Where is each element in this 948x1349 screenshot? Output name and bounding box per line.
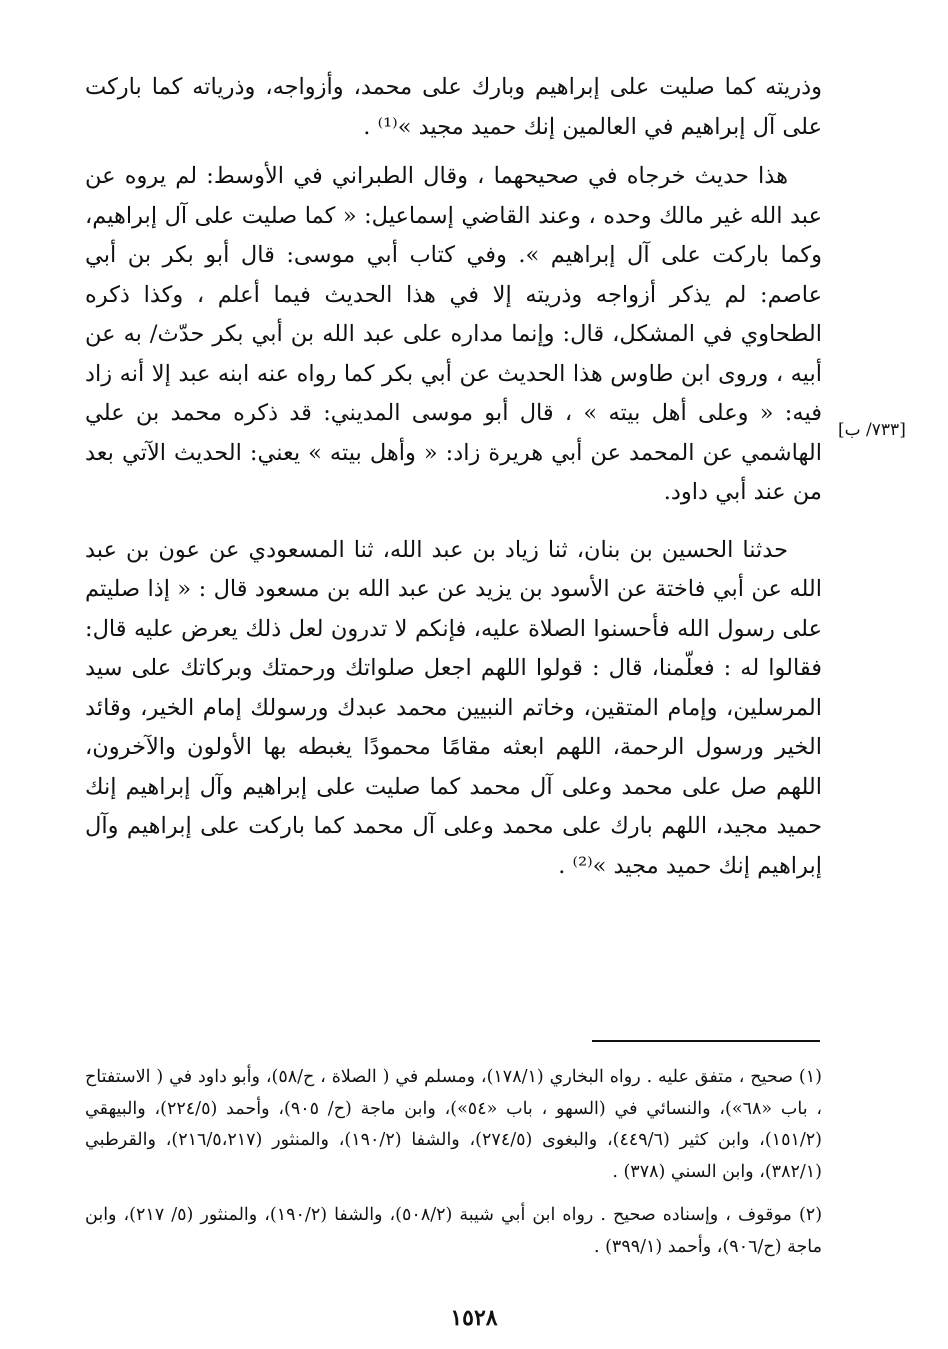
manuscript-folio-note: [٧٣٣/ ب] <box>838 420 906 440</box>
page-number: ١٥٢٨ <box>450 1305 498 1331</box>
footnotes <box>85 1062 822 1275</box>
footnote-1: (١) صحيح ، متفق عليه . رواه البخاري (١٧٨/١)، ومسلم في ( الصلاة ، ح/٥٨)، وأبو داود في ( الاستفتاح ، باب «٦٨»)، والنسائي في (السهو ، باب «٥٤»)، وابن ماجة (ح/ ٩٠٥)، وأحمد (٢٢٤/٥)، والبيهقي (١٥١/٢)، وابن كثير (٤٤٩/٦)، والبغوى (٢٧٤/٥)، والشفا (١٩٠/٢)، والمنثور (٢١٦/٥،٢١٧)، والقرطبي (٣٨٢/١)، وابن السني (٣٧٨) . <box>85 1067 823 1182</box>
footnote-2: (٢) موقوف ، وإسناده صحيح . رواه ابن أبي شيبة (٥٠٨/٢)، والشفا (١٩٠/٢)، والمنثور (٥/ ٢١٧)، وابن ماجة (ح/٩٠٦)، وأحمد (٣٩٩/١) . <box>85 1205 823 1257</box>
footnote-divider <box>592 1040 820 1042</box>
paragraph-2: هذا حديث خرجاه في صحيحهما ، وقال الطبراني في الأوسط: لم يروه عن عبد الله غير مالك وحده ، وعند القاضي إسماعيل: « كما صليت على آل إبراهيم، وكما باركت على آل إبراهيم ». وفي كتاب أبي موسى: قال أبو بكر بن أبي عاصم: لم يذكر أزواجه وذريته إلا في هذا الحديث فيما أعلم ، وكذا ذكره الطحاوي في المشكل، قال: وإنما مداره على عبد الله بن أبي بكر حدّث/ به عن أبيه ، وروى ابن طاوس هذا الحديث عن أبي بكر كما رواه عنه ابنه عبد إلا أنه زاد فيه: « وعلى أهل بيته » ، قال أبو موسى المديني: قد ذكره محمد بن علي الهاشمي عن المحمد عن أبي هريرة زاد: « وأهل بيته » يعني: الحديث الآتي بعد من عند أبي داود. <box>85 163 822 505</box>
main-text <box>85 68 822 904</box>
paragraph-1: وذريته كما صليت على إبراهيم وبارك على محمد، وأزواجه، وذرياته كما باركت على آل إبراهيم في العالمين إنك حميد مجيد »⁽¹⁾ . <box>85 74 822 140</box>
paragraph-3: حدثنا الحسين بن بنان، ثنا زياد بن عبد الله، ثنا المسعودي عن عون بن عبد الله عن أبي فاختة عن الأسود بن يزيد عن عبد الله بن مسعود قال : « إذا صليتم على رسول الله فأحسنوا الصلاة عليه، فإنكم لا تدرون لعل ذلك يعرض عليه قال: فقالوا له : فعلّمنا، قال : قولوا اللهم اجعل صلواتك ورحمتك وبركاتك على سيد المرسلين، وإمام المتقين، وخاتم النبيين محمد عبدك ورسولك إمام الخير، وقائد الخير ورسول الرحمة، اللهم ابعثه مقامًا محمودًا يغبطه بها الأولون والآخرون، اللهم صل على محمد وعلى آل محمد كما صليت على إبراهيم وآل إبراهيم إنك حميد مجيد، اللهم بارك على محمد وعلى آل محمد كما باركت على إبراهيم وآل إبراهيم إنك حميد مجيد »⁽²⁾ . <box>85 536 822 879</box>
